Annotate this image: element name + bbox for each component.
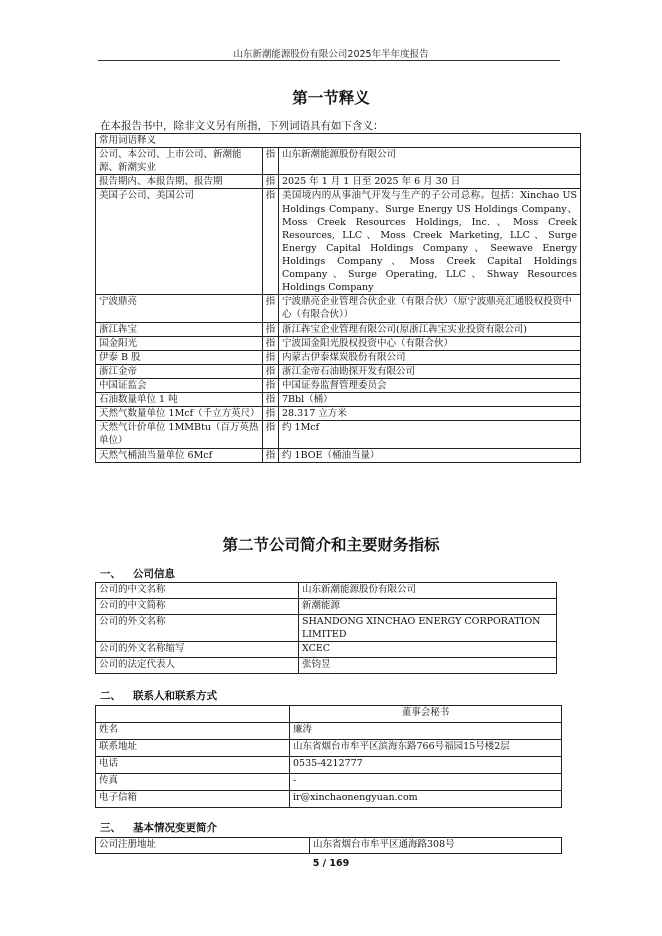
zhi-cell: 指 [263, 421, 279, 448]
value-cell: 新潮能源 [299, 599, 557, 615]
value-cell: 山东省烟台市牟平区通海路308号 [310, 838, 562, 854]
table-row [96, 448, 581, 462]
company-info-table [95, 582, 557, 674]
basic-changes-heading [100, 820, 217, 835]
basic-changes-table [95, 837, 562, 854]
zhi-cell: 指 [263, 175, 279, 189]
table-row [96, 407, 581, 421]
definition-cell: 中国证券监督管理委员会 [279, 378, 581, 392]
definition-cell: 2025 年 1 月 1 日至 2025 年 6 月 30 日 [279, 175, 581, 189]
table-row [96, 364, 581, 378]
label-cell: 姓名 [96, 723, 290, 740]
table-row [96, 774, 562, 791]
table-row [96, 791, 562, 808]
table-row [96, 175, 581, 189]
zhi-cell: 指 [263, 336, 279, 350]
value-cell: 山东省烟台市牟平区滨海东路766号福园15号楼2层 [290, 740, 562, 757]
table-row [96, 322, 581, 336]
table-row [96, 740, 562, 757]
email-value-cell: ir@xinchaonengyuan.com [290, 791, 562, 808]
table-row [96, 599, 557, 615]
label-cell: 公司的中文名称 [96, 583, 299, 599]
value-cell: 0535-4212777 [290, 757, 562, 774]
page-header: 山东新潮能源股份有限公司2025年半年度报告 [233, 49, 429, 60]
definition-cell: 宁波国金阳光股权投资中心（有限合伙） [279, 336, 581, 350]
table-row [96, 189, 581, 295]
zhi-cell: 指 [263, 393, 279, 407]
label-cell: 传真 [96, 774, 290, 791]
table-row [96, 421, 581, 448]
term-cell: 美国子公司、美国公司 [96, 189, 263, 295]
contacts-heading [100, 688, 217, 703]
value-cell: 山东新潮能源股份有限公司 [299, 583, 557, 599]
column-header: 董事会秘书 [290, 706, 562, 723]
label-cell: 公司的法定代表人 [96, 658, 299, 674]
value-cell: XCEC [299, 642, 557, 658]
basic-changes-number: 三、 [100, 822, 121, 834]
definitions-caption-row [96, 134, 581, 148]
definition-cell: 28.317 立方米 [279, 407, 581, 421]
term-cell: 国金阳光 [96, 336, 263, 350]
term-cell: 宁波鼎亮 [96, 295, 263, 322]
contacts-table [95, 705, 562, 808]
contacts-heading-text: 联系人和联系方式 [133, 690, 217, 702]
term-cell: 石油数量单位 1 吨 [96, 393, 263, 407]
definition-cell: 浙江金帝石油勘探开发有限公司 [279, 364, 581, 378]
label-cell: 联系地址 [96, 740, 290, 757]
contacts-number: 二、 [100, 690, 121, 702]
label-cell: 公司的外文名称缩写 [96, 642, 299, 658]
label-cell: 公司注册地址 [96, 838, 310, 854]
zhi-cell: 指 [263, 407, 279, 421]
definition-cell: 浙江犇宝企业管理有限公司(原浙江犇宝实业投资有限公司) [279, 322, 581, 336]
zhi-cell: 指 [263, 295, 279, 322]
empty-header-cell [96, 706, 290, 723]
table-row [96, 642, 557, 658]
section1-intro: 在本报告书中，除非文义另有所指，下列词语具有如下含义： [100, 120, 384, 132]
table-row [96, 393, 581, 407]
zhi-cell: 指 [263, 322, 279, 336]
definition-cell: 约 1BOE（桶油当量） [279, 448, 581, 462]
table-row [96, 658, 557, 674]
term-cell: 报告期内、本报告期、报告期 [96, 175, 263, 189]
table-row [96, 295, 581, 322]
value-cell: SHANDONG XINCHAO ENERGY CORPORATION LIMITED [299, 615, 557, 642]
term-cell: 天然气数量单位 1Mcf（千立方英尺） [96, 407, 263, 421]
header-divider [98, 60, 560, 61]
definitions-caption: 常用词语释义 [96, 134, 581, 148]
table-row [96, 378, 581, 392]
label-cell: 公司的外文名称 [96, 615, 299, 642]
label-cell: 公司的中文简称 [96, 599, 299, 615]
label-cell: 电话 [96, 757, 290, 774]
definition-cell: 宁波鼎亮企业管理合伙企业（有限合伙）（原宁波鼎亮汇通股权投资中心（有限合伙）） [279, 295, 581, 322]
page-number: 5 / 169 [312, 858, 350, 869]
table-header-row [96, 706, 562, 723]
table-row [96, 583, 557, 599]
term-cell: 天然气桶油当量单位 6Mcf [96, 448, 263, 462]
definition-cell: 7Bbl（桶） [279, 393, 581, 407]
zhi-cell: 指 [263, 189, 279, 295]
term-cell: 天然气计价单位 1MMBtu（百万英热单位） [96, 421, 263, 448]
term-cell: 浙江犇宝 [96, 322, 263, 336]
term-cell: 中国证监会 [96, 378, 263, 392]
term-cell: 公司、本公司、上市公司、新潮能源、新潮实业 [96, 148, 263, 175]
table-row [96, 336, 581, 350]
section2-title: 第二节公司简介和主要财务指标 [222, 536, 440, 554]
company-info-heading [100, 566, 175, 581]
zhi-cell: 指 [263, 448, 279, 462]
label-cell: 电子信箱 [96, 791, 290, 808]
table-row [96, 350, 581, 364]
table-row [96, 723, 562, 740]
value-cell: - [290, 774, 562, 791]
table-row [96, 838, 562, 854]
table-row [96, 757, 562, 774]
company-info-heading-text: 公司信息 [133, 568, 175, 580]
definitions-table [95, 133, 581, 463]
zhi-cell: 指 [263, 378, 279, 392]
definition-cell: 山东新潮能源股份有限公司 [279, 148, 581, 175]
basic-changes-heading-text: 基本情况变更简介 [133, 822, 217, 834]
definition-cell: 约 1Mcf [279, 421, 581, 448]
company-info-number: 一、 [100, 568, 121, 580]
zhi-cell: 指 [263, 364, 279, 378]
section1-title: 第一节释义 [292, 89, 370, 107]
table-row [96, 148, 581, 175]
definition-cell: 美国境内的从事油气开发与生产的子公司总称。包括：Xinchao US Holdings Company、Surge Energy US Holdings Company、Moss Creek Resources Holdings, Inc.、Moss Creek Resources, LLC、Moss Creek Marketing, LLC、Surge Energy Capital Holdings Company、Seewave Energy Holdings Company、Moss Creek Capital Holdings Company、Surge Operating, LLC、Shway Resources Holdings Company [279, 189, 581, 295]
value-cell: 张钧昱 [299, 658, 557, 674]
value-cell: 廉涛 [290, 723, 562, 740]
definition-cell: 内蒙古伊泰煤炭股份有限公司 [279, 350, 581, 364]
term-cell: 伊泰 B 股 [96, 350, 263, 364]
term-cell: 浙江金帝 [96, 364, 263, 378]
zhi-cell: 指 [263, 148, 279, 175]
zhi-cell: 指 [263, 350, 279, 364]
table-row [96, 615, 557, 642]
